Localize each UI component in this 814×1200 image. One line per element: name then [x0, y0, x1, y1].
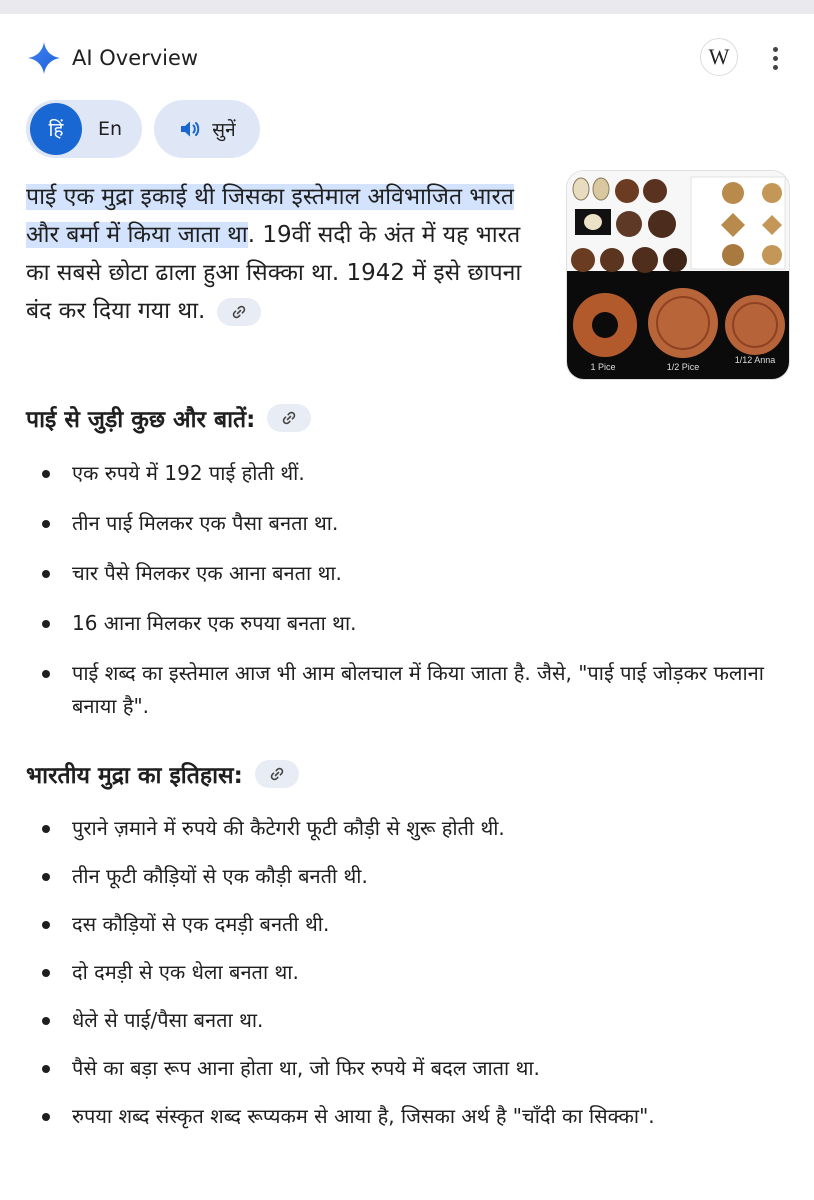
sparkle-icon [26, 40, 62, 76]
wikipedia-source-icon[interactable] [700, 38, 738, 76]
coin-collage-image [567, 171, 790, 380]
intro-paragraph [26, 178, 546, 330]
top-strip [0, 0, 814, 14]
language-bar [26, 100, 260, 158]
english-button[interactable]: En [97, 118, 123, 140]
coin-thumbnail-image[interactable] [566, 170, 790, 380]
listen-label: सुनें [212, 119, 236, 141]
list-item: एक रुपये में 192 पाई होती थीं. [42, 457, 792, 490]
section-heading-text: पाई से जुड़ी कुछ और बातें: [26, 407, 256, 433]
coin-label-2: 1/2 Pice [666, 362, 700, 372]
wikipedia-letter: W [708, 44, 730, 69]
pai-facts-list [42, 457, 792, 723]
list-item: रुपया शब्द संस्कृत शब्द रूप्यकम से आया है, जिसका अर्थ है "चाँदी का सिक्का". [42, 1100, 792, 1133]
list-item: पैसे का बड़ा रूप आना होता था, जो फिर रुपये में बदल जाता था. [42, 1052, 792, 1085]
list-item: चार पैसे मिलकर एक आना बनता था. [42, 557, 792, 590]
hindi-button[interactable]: हिं [30, 103, 82, 155]
ai-overview-title: AI Overview [72, 46, 199, 70]
citation-link-chip[interactable] [217, 298, 261, 326]
link-icon [269, 766, 285, 782]
coin-label-1: 1 Pice [590, 362, 616, 372]
currency-history-list [42, 812, 792, 1133]
language-toggle[interactable] [26, 100, 142, 158]
list-item: दस कौड़ियों से एक दमड़ी बनती थी. [42, 908, 792, 941]
section-heading-currency-history [26, 758, 299, 790]
citation-link-chip[interactable] [267, 404, 311, 432]
list-item: तीन पाई मिलकर एक पैसा बनता था. [42, 507, 792, 540]
intro-text: 19वीं सदी के अंत में यह भारत का सबसे छोटा ढाला हुआ सिक्का था. 1942 में इसे छापना बंद कर दिया गया था. [26, 222, 522, 324]
section-heading-pai-facts [26, 402, 311, 434]
speaker-icon [178, 117, 202, 141]
list-item: धेले से पाई/पैसा बनता था. [42, 1004, 792, 1037]
list-item: तीन फूटी कौड़ियों से एक कौड़ी बनती थी. [42, 860, 792, 893]
list-item: 16 आना मिलकर एक रुपया बनता था. [42, 607, 792, 640]
ai-overview-header [26, 36, 796, 80]
coin-label-3: 1/12 Anna [734, 355, 776, 365]
more-options-icon[interactable] [762, 40, 788, 76]
list-item: पुराने ज़माने में रुपये की कैटेगरी फूटी कौड़ी से शुरू होती थी. [42, 812, 792, 845]
list-item: दो दमड़ी से एक धेला बनता था. [42, 956, 792, 989]
listen-button[interactable] [154, 100, 260, 158]
highlighted-definition: पाई एक मुद्रा इकाई थी जिसका इस्तेमाल अविभाजित भारत और बर्मा में किया जाता था [26, 184, 515, 248]
link-icon [231, 304, 247, 320]
intro-punctuation: . [247, 222, 263, 248]
link-icon [281, 410, 297, 426]
list-item: पाई शब्द का इस्तेमाल आज भी आम बोलचाल में किया जाता है. जैसे, "पाई पाई जोड़कर फलाना बनाया है". [42, 657, 792, 723]
section-heading-text: भारतीय मुद्रा का इतिहास: [26, 763, 243, 789]
citation-link-chip[interactable] [255, 760, 299, 788]
